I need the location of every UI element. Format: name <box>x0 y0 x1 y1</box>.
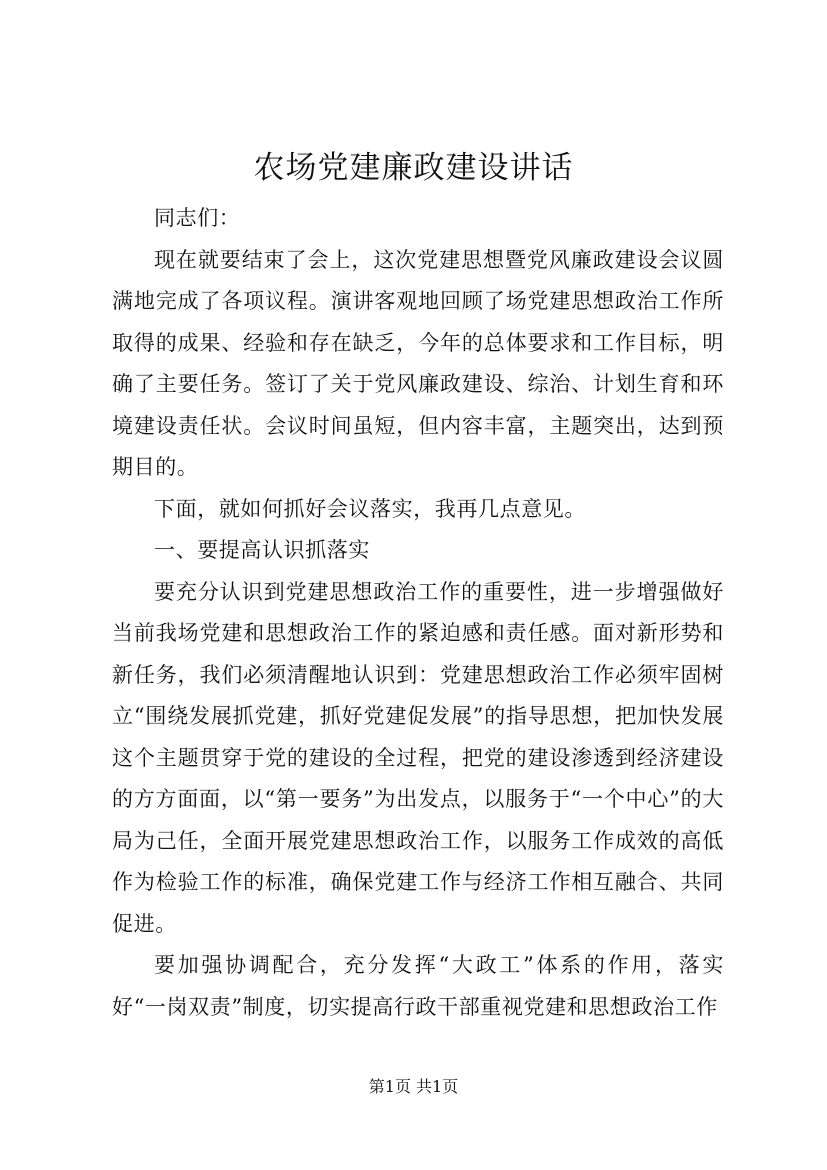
section-heading-1: 一、要提高认识抓落实 <box>154 538 370 562</box>
document-title: 农场党建廉政建设讲话 <box>253 150 574 186</box>
paragraph-transition: 下面，就如何抓好会议落实，我再几点意见。 <box>154 496 586 521</box>
paragraph-coordination: 要加强协调配合，充分发挥“大政工”体系的作用，落实好“一岗双责”制度，切实提高行政干部重视党建和思想政治工作 <box>112 953 724 1019</box>
paragraph-meeting-summary: 现在就要结束了会上，这次党建思想暨党风廉政建设会议圆满地完成了各项议程。演讲客观地回顾了场党建思想政治工作所取得的成果、经验和存在缺乏，今年的总体要求和工作目标，明确了主要任务。签订了关于党风廉政建设、综治、计划生育和环境建设责任状。会议时间虽短，但内容丰富，主题突出，达到预期目的。 <box>112 247 724 479</box>
page-number-footer: 第1页 共1页 <box>368 1077 459 1096</box>
document-body <box>112 198 724 1028</box>
paragraph-importance: 要充分认识到党建思想政治工作的重要性，进一步增强做好当前我场党建和思想政治工作的紧迫感和责任感。面对新形势和新任务，我们必须清醒地认识到：党建思想政治工作必须牢固树立“围绕发展抓党建，抓好党建促发展”的指导思想，把加快发展这个主题贯穿于党的建设的全过程，把党的建设渗透到经济建设的方方面面，以“第一要务”为出发点，以服务于“一个中心”的大局为己任，全面开展党建思想政治工作，以服务工作成效的高低作为检验工作的标准，确保党建工作与经济工作相互融合、共同促进。 <box>112 579 724 936</box>
paragraph-salutation: 同志们： <box>154 206 241 230</box>
